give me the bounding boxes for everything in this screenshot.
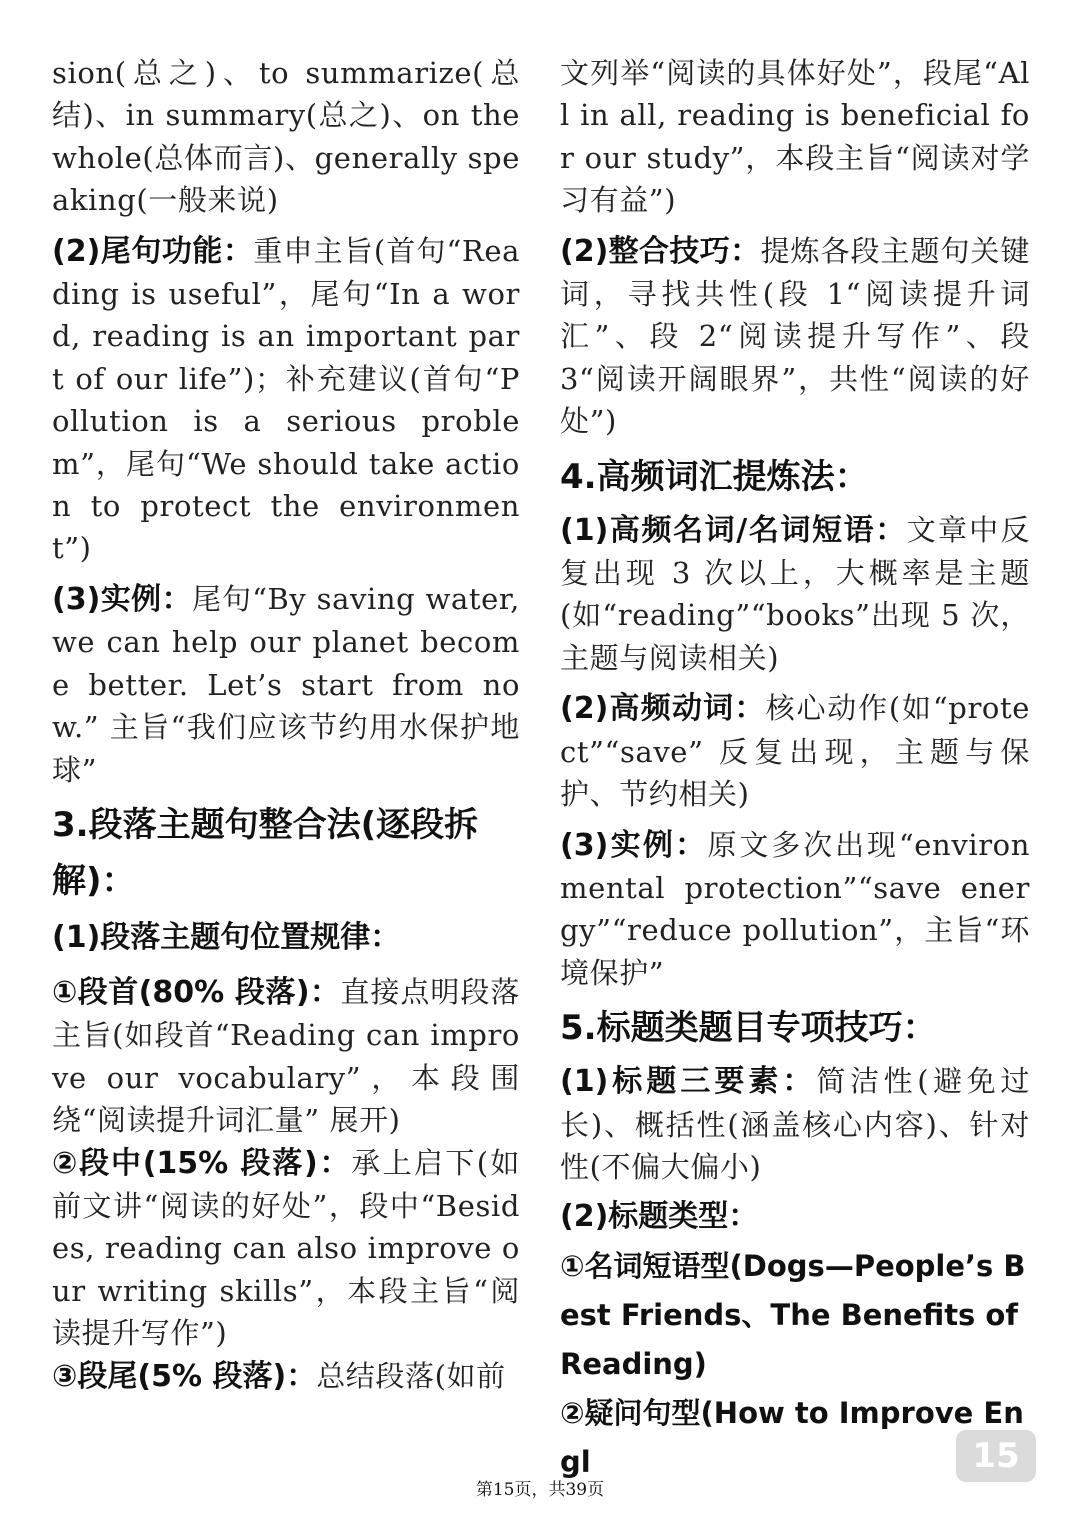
- section-3-heading: 3.段落主题句整合法(逐段拆解)：: [52, 804, 479, 901]
- title-types-heading: (2)标题类型：: [560, 1199, 759, 1235]
- high-frequency-verbs-label: (2)高频动词：: [560, 691, 766, 727]
- paragraph-start-label: ①段首(80% 段落)：: [52, 974, 341, 1010]
- high-frequency-nouns: [560, 509, 1030, 680]
- left-column: [52, 52, 520, 1398]
- paragraph-middle-rule: [52, 1142, 520, 1355]
- paragraph-end-rule: [52, 1355, 520, 1398]
- paragraph-start-text: 直接点明段落主旨(如段首“Reading can improve our vocabulary”，本段围绕“阅读提升词汇量” 展开): [52, 974, 520, 1138]
- section-4-heading: 4.高频词汇提炼法：: [560, 456, 869, 497]
- paragraph-end-text: 总结段落(如前: [316, 1358, 506, 1393]
- right-column: [560, 52, 1030, 1487]
- right-example-text: 原文多次出现“environmental protection”“save energy”“reduce pollution”，主旨“环境保护”: [560, 827, 1030, 990]
- title-three-elements: [560, 1060, 1030, 1188]
- right-example: [560, 824, 1030, 995]
- integration-skill: [560, 230, 1030, 443]
- title-three-elements-label: (1)标题三要素：: [560, 1064, 817, 1100]
- integration-skill-text: 提炼各段主题句关键词，寻找共性(段 1“阅读提升词汇”、段 2“阅读提升写作”、段 3“阅读开阔眼界”，共性“阅读的好处”): [560, 233, 1031, 439]
- paragraph-end-label: ③段尾(5% 段落)：: [52, 1358, 317, 1394]
- paragraph-start-rule: [52, 971, 520, 1142]
- left-example-text: 尾句“By saving water, we can help our planet become better. Let’s start from now.” 主旨“我们应该节约用水保护地球”: [52, 581, 520, 787]
- section-5-heading: 5.标题类题目专项技巧：: [560, 1008, 937, 1049]
- page-number-badge: 15: [956, 1430, 1036, 1482]
- left-paragraph-1: sion(总之)、to summarize(总结)、in summary(总之)、on the whole(总体而言)、generally speaking(一般来说): [52, 56, 520, 218]
- paragraph-middle-text: 承上启下(如前文讲“阅读的好处”，段中“Besides, reading can also improve our writing skills”，本段主旨“阅读提升写作”): [52, 1145, 520, 1351]
- high-frequency-nouns-label: (1)高频名词/名词短语：: [560, 512, 907, 548]
- right-paragraph-1: 文列举“阅读的具体好处”，段尾“All in all, reading is beneficial for our study”，本段主旨“阅读对学习有益”): [560, 56, 1030, 218]
- tail-sentence-function: [52, 230, 520, 570]
- right-example-label: (3)实例：: [560, 827, 708, 863]
- high-frequency-verbs: [560, 687, 1030, 815]
- left-example: [52, 578, 520, 791]
- tail-sentence-text: 重申主旨(首句“Reading is useful”，尾句“In a word, reading is an important part of our life”)；补充建议(首句“Pollution is a serious problem”，尾句“We should take action to protect the environment”): [52, 233, 521, 566]
- title-three-elements-text: 简洁性(避免过长)、概括性(涵盖核心内容)、针对性(不偏大偏小): [560, 1064, 1031, 1184]
- noun-phrase-type: ①名词短语型(Dogs—People’s Best Friends、The Benefits of Reading): [560, 1249, 1026, 1382]
- high-frequency-nouns-text: 文章中反复出现 3 次以上，大概率是主题(如“reading”“books”出现 5 次，主题与阅读相关): [560, 512, 1030, 675]
- question-type: ②疑问句型(How to Improve Engl: [560, 1396, 1024, 1480]
- tail-sentence-label: (2)尾句功能：: [52, 233, 254, 269]
- page-footer: 第15页，共39页: [475, 1480, 605, 1500]
- paragraph-middle-label: ②段中(15% 段落)：: [52, 1145, 352, 1181]
- topic-sentence-position-heading: (1)段落主题句位置规律：: [52, 919, 401, 955]
- left-example-label: (3)实例：: [52, 581, 193, 617]
- integration-skill-label: (2)整合技巧：: [560, 233, 761, 269]
- high-frequency-verbs-text: 核心动作(如“protect”“save” 反复出现，主题与保护、节约相关): [560, 691, 1030, 812]
